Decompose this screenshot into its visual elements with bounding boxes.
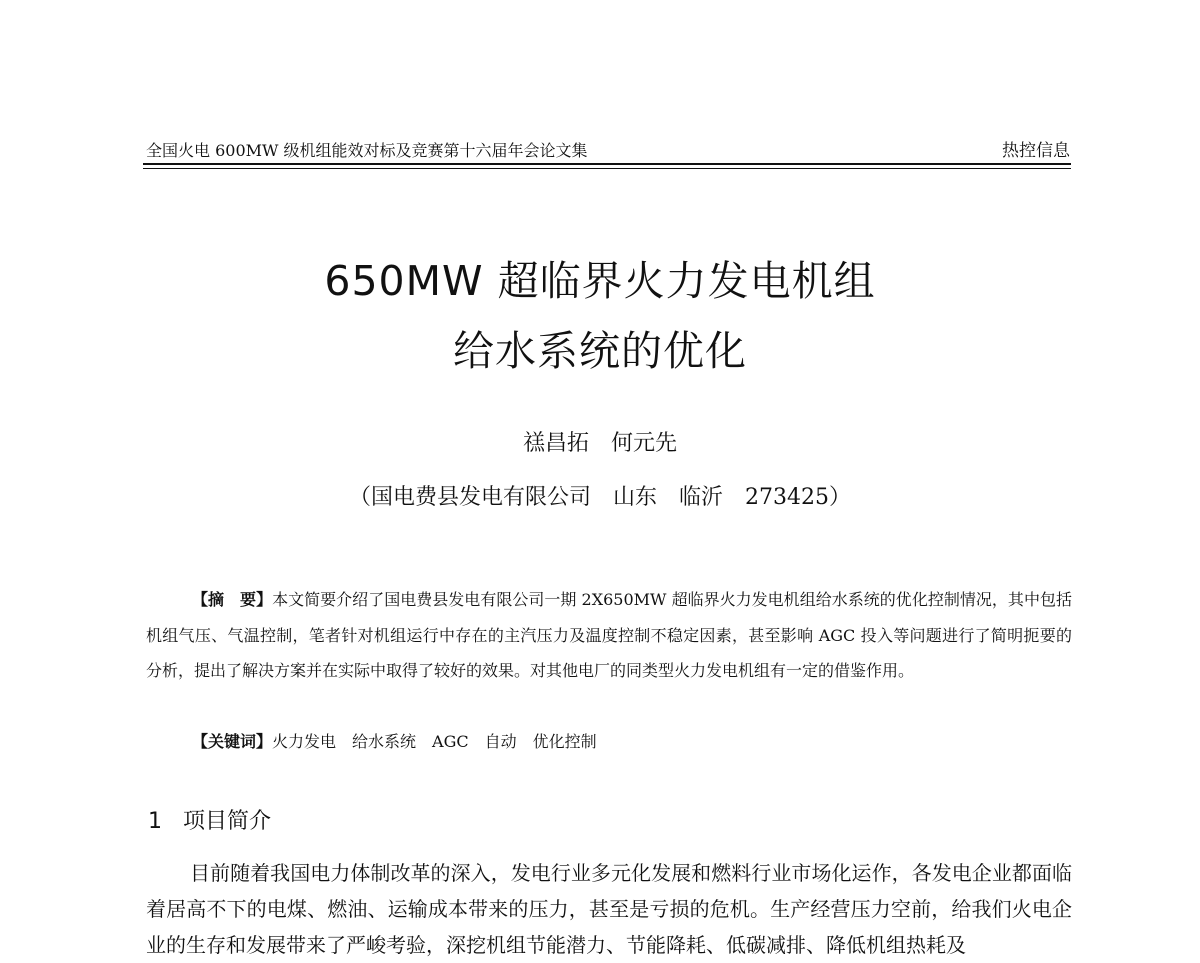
keywords	[192, 729, 597, 752]
running-header-right: 热控信息	[1002, 141, 1070, 161]
authors: 禚昌拓 何元先	[522, 431, 677, 456]
section-title-text: 项目简介	[182, 809, 271, 834]
abstract	[146, 582, 1072, 689]
keywords-label: 【关键词】	[192, 732, 273, 751]
header-rule	[143, 163, 1071, 165]
paper-title-line-2: 给水系统的优化	[453, 327, 747, 375]
abstract-text: 本文简要介绍了国电费县发电有限公司一期 2X650MW 超临界火力发电机组给水系统的优化控制情况，其中包括机组气压、气温控制，笔者针对机组运行中存在的主汽压力及温度控制不稳定因素，甚至影响 AGC 投入等问题进行了简明扼要的分析，提出了解决方案并在实际中取得了较好的效果。对其他电厂的同类型火力发电机组有一定的借鉴作用。	[146, 590, 1072, 680]
running-header-left: 全国火电 600MW 级机组能效对标及竞赛第十六届年会论文集	[146, 141, 588, 160]
section-number: 1	[148, 809, 162, 834]
body-paragraph: 目前随着我国电力体制改革的深入，发电行业多元化发展和燃料行业市场化运作，各发电企业都面临着居高不下的电煤、燃油、运输成本带来的压力，甚至是亏损的危机。生产经营压力空前，给我们火电企业的生存和发展带来了严峻考验，深挖机组节能潜力、节能降耗、低碳减排、降低机组热耗及	[146, 861, 1072, 957]
abstract-label: 【摘 要】	[192, 590, 273, 609]
paper-title-line-1: 650MW 超临界火力发电机组	[324, 257, 876, 305]
header-rule-thin	[143, 168, 1071, 169]
keywords-text: 火力发电 给水系统 AGC 自动 优化控制	[272, 732, 597, 751]
affiliation: （国电费县发电有限公司 山东 临沂 273425）	[349, 485, 851, 510]
section-heading	[148, 804, 271, 835]
